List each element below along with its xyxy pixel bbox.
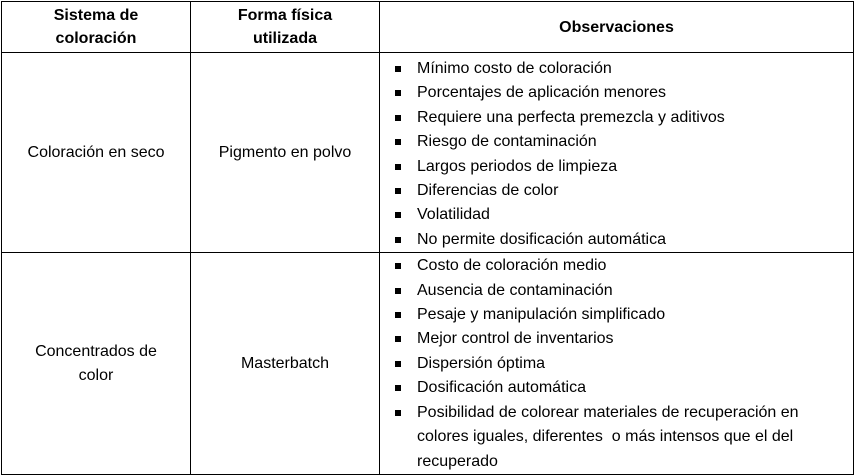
list-item: Mejor control de inventarios <box>392 327 849 351</box>
row-system-cell: Coloración en seco <box>2 53 191 253</box>
list-item: Costo de coloración medio <box>392 254 849 278</box>
header-form: Forma física utilizada <box>191 2 380 53</box>
table-row <box>2 53 854 253</box>
table-row <box>2 253 854 475</box>
header-system: Sistema de coloración <box>2 2 191 53</box>
list-item: Porcentajes de aplicación menores <box>392 81 849 105</box>
observations-list <box>380 53 853 252</box>
list-item: Dosificación automática <box>392 376 849 400</box>
observations-list <box>380 253 853 474</box>
list-item: Ausencia de contaminación <box>392 279 849 303</box>
coloring-systems-table <box>1 1 854 475</box>
list-item: Riesgo de contaminación <box>392 130 849 154</box>
list-item: Dispersión óptima <box>392 352 849 376</box>
list-item: Posibilidad de colorear materiales de recuperación en colores iguales, diferentes o más intensos que el del recuperado <box>392 401 849 474</box>
list-item: Requiere una perfecta premezcla y aditivos <box>392 106 849 130</box>
list-item: Volatilidad <box>392 203 849 227</box>
row-observations-cell <box>380 53 854 253</box>
row-observations-cell <box>380 253 854 475</box>
list-item: Pesaje y manipulación simplificado <box>392 303 849 327</box>
list-item: Mínimo costo de coloración <box>392 57 849 81</box>
row-form-cell: Masterbatch <box>191 253 380 475</box>
list-item: Largos periodos de limpieza <box>392 155 849 179</box>
list-item: Diferencias de color <box>392 179 849 203</box>
table-header-row <box>2 2 854 53</box>
list-item: No permite dosificación automática <box>392 228 849 252</box>
row-form-cell: Pigmento en polvo <box>191 53 380 253</box>
header-observations: Observaciones <box>380 2 854 53</box>
row-system-cell: Concentrados de color <box>2 253 191 475</box>
